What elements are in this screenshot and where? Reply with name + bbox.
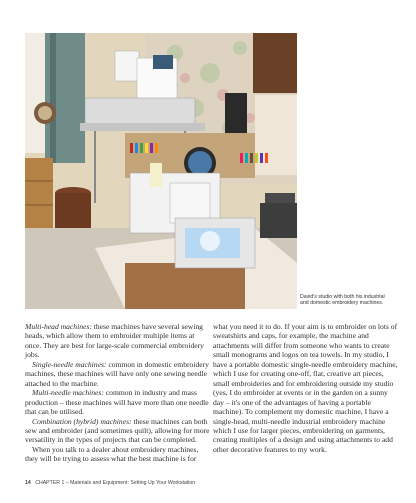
studio-photo	[25, 33, 297, 309]
photo-caption: David's studio with both his industrial and domestic embroidery machines.	[300, 294, 385, 307]
term-combination: Combination (hybrid) machines:	[32, 416, 132, 426]
left-column	[25, 322, 212, 464]
right-column	[213, 322, 400, 454]
studio-photo-illustration	[25, 33, 297, 309]
paragraph-combination	[25, 417, 212, 445]
paragraph-text: these machines can both sew and embroider (and sometimes quilt), allowing for more versatility in the types of projects that can be completed.	[25, 416, 210, 445]
paragraph-text: common in industry and mass production – these machines will have more than one needle that can be utilised.	[25, 388, 209, 417]
paragraph-multi-head	[25, 322, 212, 360]
running-head: CHAPTER 1 – Materials and Equipment: Setting Up Your Workstation	[35, 480, 196, 486]
paragraph-dealer	[25, 445, 212, 464]
paragraph-text: common in domestic embroidery machines, these machines will have only one sewing needle attached to the machine.	[25, 359, 209, 388]
paragraph-single-needle	[25, 360, 212, 388]
paragraph-text: When you talk to a dealer about embroidery machines, they will be trying to assess what the best machine is for	[25, 444, 199, 464]
term-single-needle: Single-needle machines:	[32, 359, 107, 369]
paragraph-studio: what you need it to do. If your aim is to embroider on lots of sweatshirts and caps, for example, the machine and attachments will differ from someone who wants to create small monograms and logos on tea towels. In my studio, I have a portable domestic single-needle embroidery machine, which I use for creating one-off, flat, creative art pieces, small embroideries and for embroidering outside my studio (yes, I do embroider at events or in the garden on a sunny day – it's one of the advantages of having a portable machine). To complement my domestic machine, I have a single-head, multi-needle industrial embroidery machine which I use for larger pieces, embroidering on garments, creating multiples of a design and using attachments to add other decorative features to my work.	[213, 322, 398, 454]
page-number: 14	[25, 480, 31, 486]
term-multi-head: Multi-head machines:	[25, 322, 92, 331]
term-multi-needle: Multi-needle machines:	[32, 388, 104, 398]
page-footer	[25, 480, 195, 486]
paragraph-multi-needle	[25, 388, 212, 416]
paragraph-text: these machines have several sewing heads, which allow them to embroider multiple items at once. They are best for large-scale commercial embroidery jobs.	[25, 322, 204, 360]
